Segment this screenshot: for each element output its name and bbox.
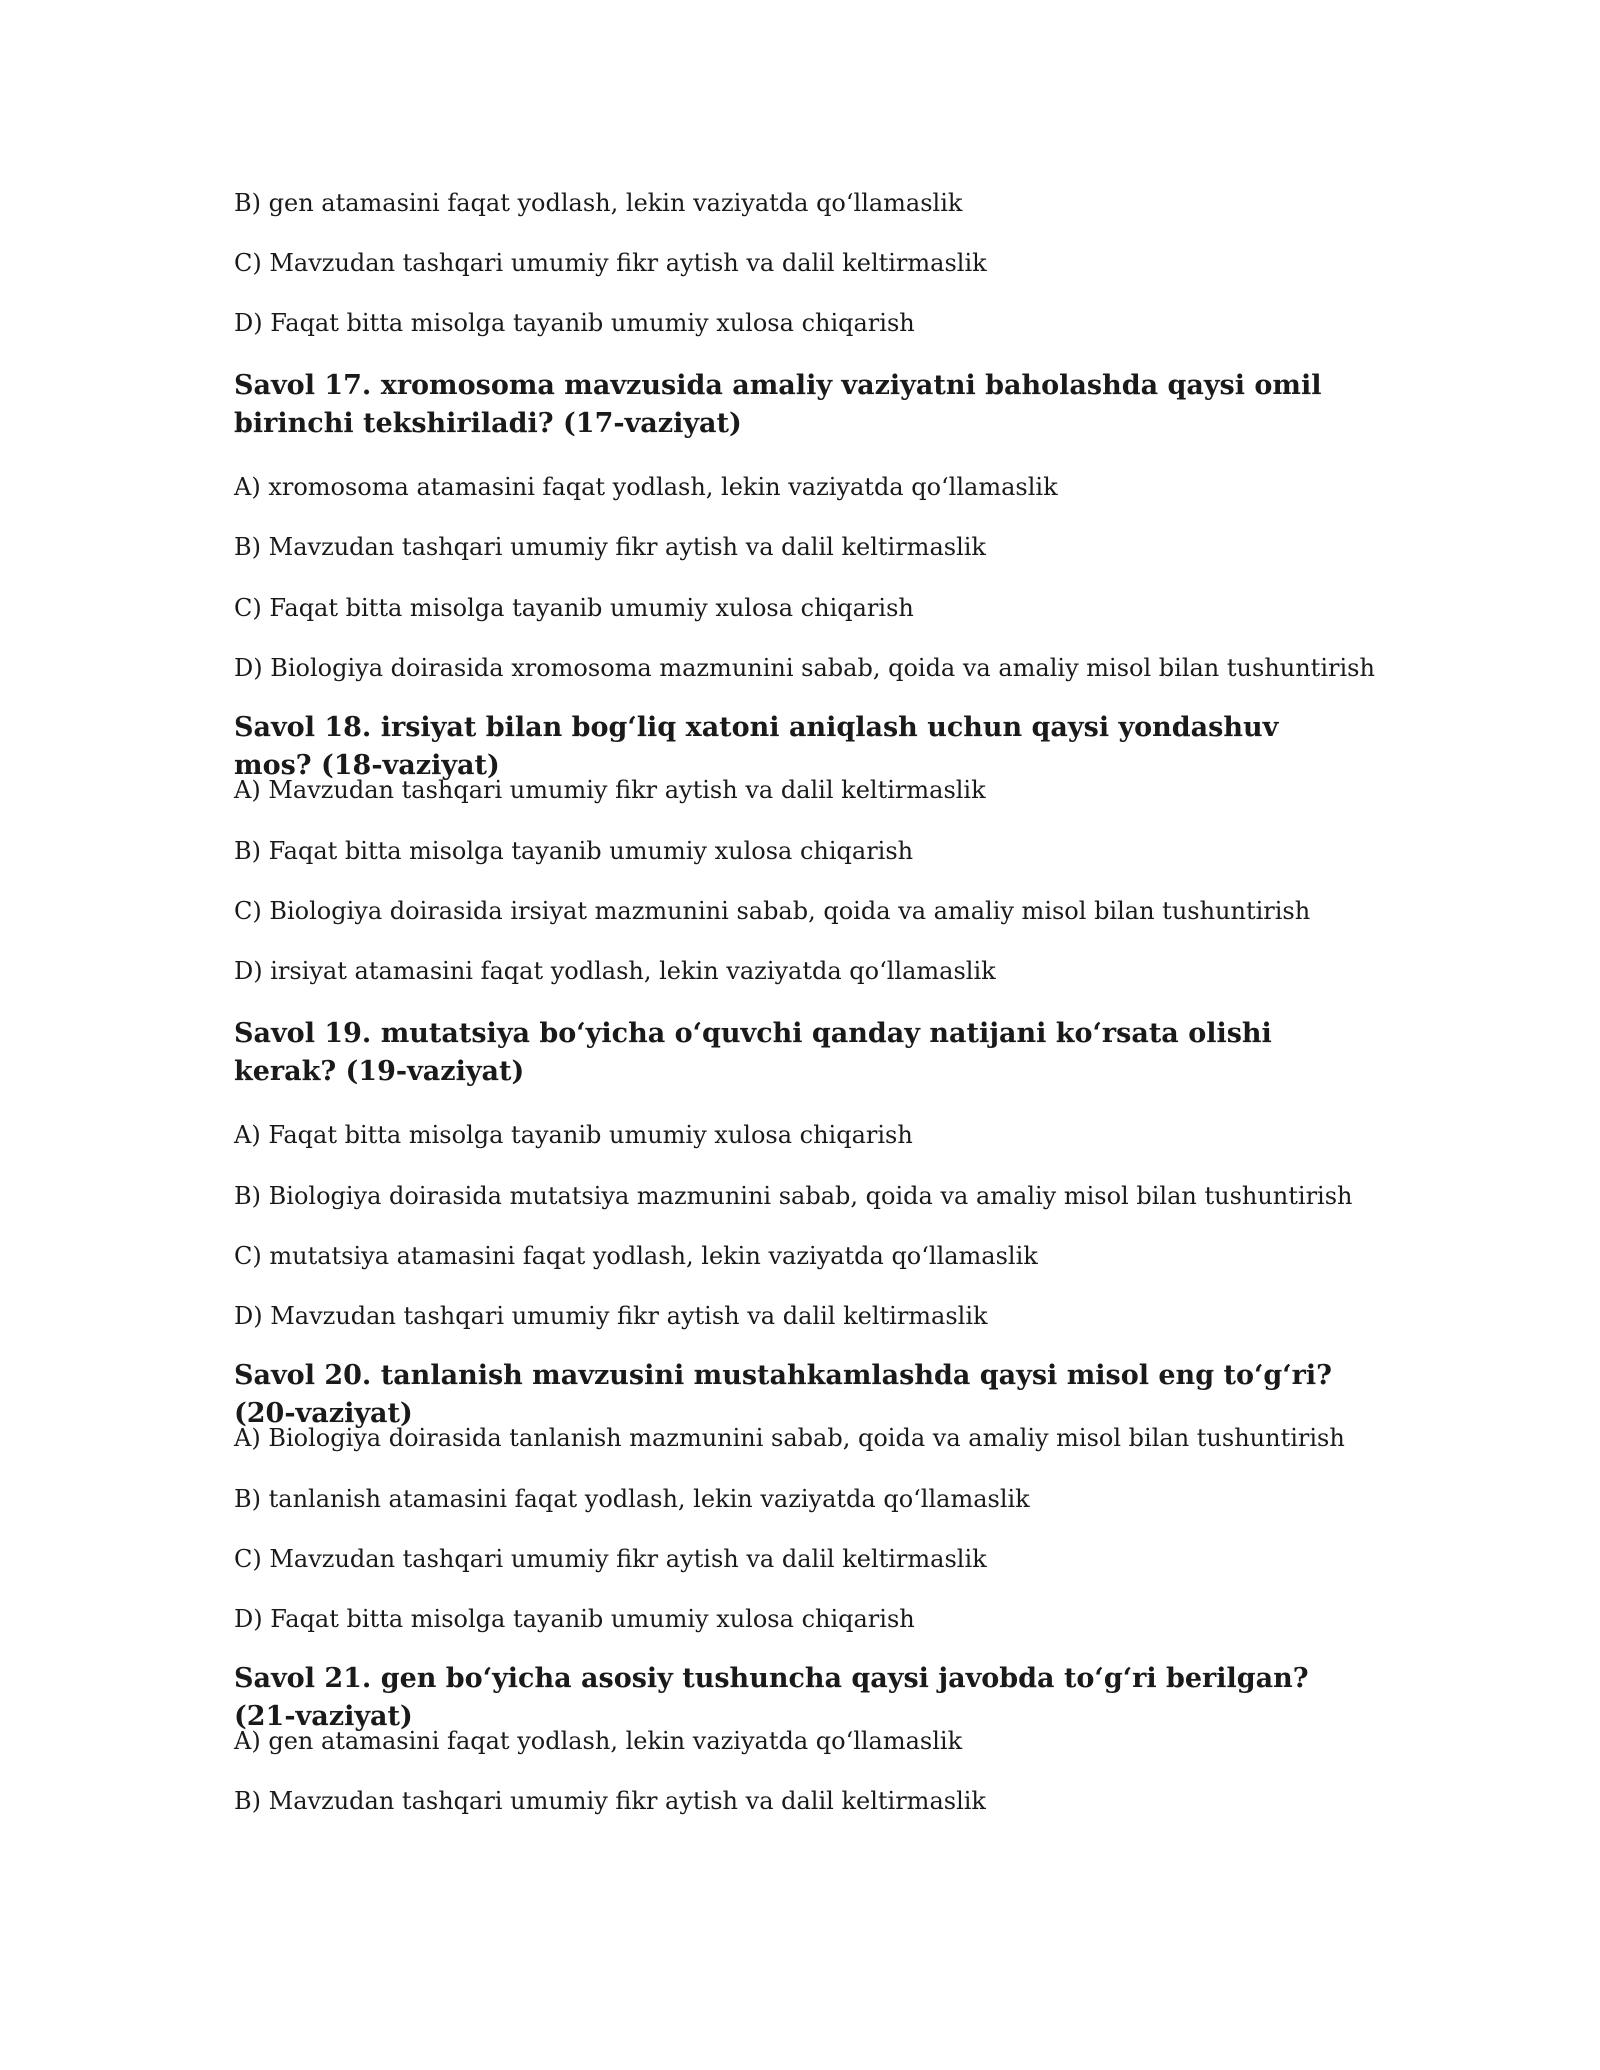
question-heading: Savol 21. gen boʻyicha asosiy tushuncha qaysi javobda toʻgʻri berilgan? (21-vaziyat) [234, 1663, 1309, 1732]
option-line: D) Biologiya doirasida xromosoma mazmunini sabab, qoida va amaliy misol bilan tushuntirish [234, 654, 1375, 682]
option-line: C) mutatsiya atamasini faqat yodlash, lekin vaziyatda qoʻllamaslik [234, 1242, 1038, 1270]
option-line: C) Faqat bitta misolga tayanib umumiy xulosa chiqarish [234, 594, 914, 622]
question-heading: Savol 19. mutatsiya boʻyicha oʻquvchi qanday natijani koʻrsata olishi kerak? (19-vaziyat) [234, 1018, 1272, 1087]
option-line: A) Biologiya doirasida tanlanish mazmunini sabab, qoida va amaliy misol bilan tushuntirish [234, 1424, 1345, 1452]
question-heading: Savol 18. irsiyat bilan bogʻliq xatoni aniqlash uchun qaysi yondashuv mos? (18-vaziyat) [234, 712, 1279, 781]
question-heading: Savol 20. tanlanish mavzusini mustahkamlashda qaysi misol eng toʻgʻri? (20-vaziyat) [234, 1360, 1332, 1429]
option-line: B) gen atamasini faqat yodlash, lekin vaziyatda qoʻllamaslik [234, 189, 963, 217]
option-line: C) Biologiya doirasida irsiyat mazmunini sabab, qoida va amaliy misol bilan tushuntirish [234, 897, 1311, 925]
option-line: C) Mavzudan tashqari umumiy fikr aytish va dalil keltirmaslik [234, 1545, 987, 1573]
option-line: B) Mavzudan tashqari umumiy fikr aytish va dalil keltirmaslik [234, 533, 986, 561]
option-line: C) Mavzudan tashqari umumiy fikr aytish va dalil keltirmaslik [234, 249, 987, 277]
option-line: A) Faqat bitta misolga tayanib umumiy xulosa chiqarish [234, 1121, 913, 1149]
option-line: B) Mavzudan tashqari umumiy fikr aytish va dalil keltirmaslik [234, 1787, 986, 1815]
option-line: D) Faqat bitta misolga tayanib umumiy xulosa chiqarish [234, 309, 915, 337]
option-line: A) gen atamasini faqat yodlash, lekin vaziyatda qoʻllamaslik [234, 1727, 963, 1755]
option-line: B) Faqat bitta misolga tayanib umumiy xulosa chiqarish [234, 837, 914, 865]
option-line: D) irsiyat atamasini faqat yodlash, lekin vaziyatda qoʻllamaslik [234, 957, 996, 985]
option-line: A) Mavzudan tashqari umumiy fikr aytish va dalil keltirmaslik [234, 776, 986, 804]
option-line: B) tanlanish atamasini faqat yodlash, lekin vaziyatda qoʻllamaslik [234, 1485, 1030, 1513]
option-line: A) xromosoma atamasini faqat yodlash, lekin vaziyatda qoʻllamaslik [234, 473, 1058, 501]
option-line: D) Faqat bitta misolga tayanib umumiy xulosa chiqarish [234, 1605, 915, 1633]
option-line: D) Mavzudan tashqari umumiy fikr aytish va dalil keltirmaslik [234, 1302, 988, 1330]
option-line: B) Biologiya doirasida mutatsiya mazmunini sabab, qoida va amaliy misol bilan tushuntirish [234, 1182, 1353, 1210]
question-heading: Savol 17. xromosoma mavzusida amaliy vaziyatni baholashda qaysi omil birinchi tekshiriladi? (17-vaziyat) [234, 370, 1322, 439]
